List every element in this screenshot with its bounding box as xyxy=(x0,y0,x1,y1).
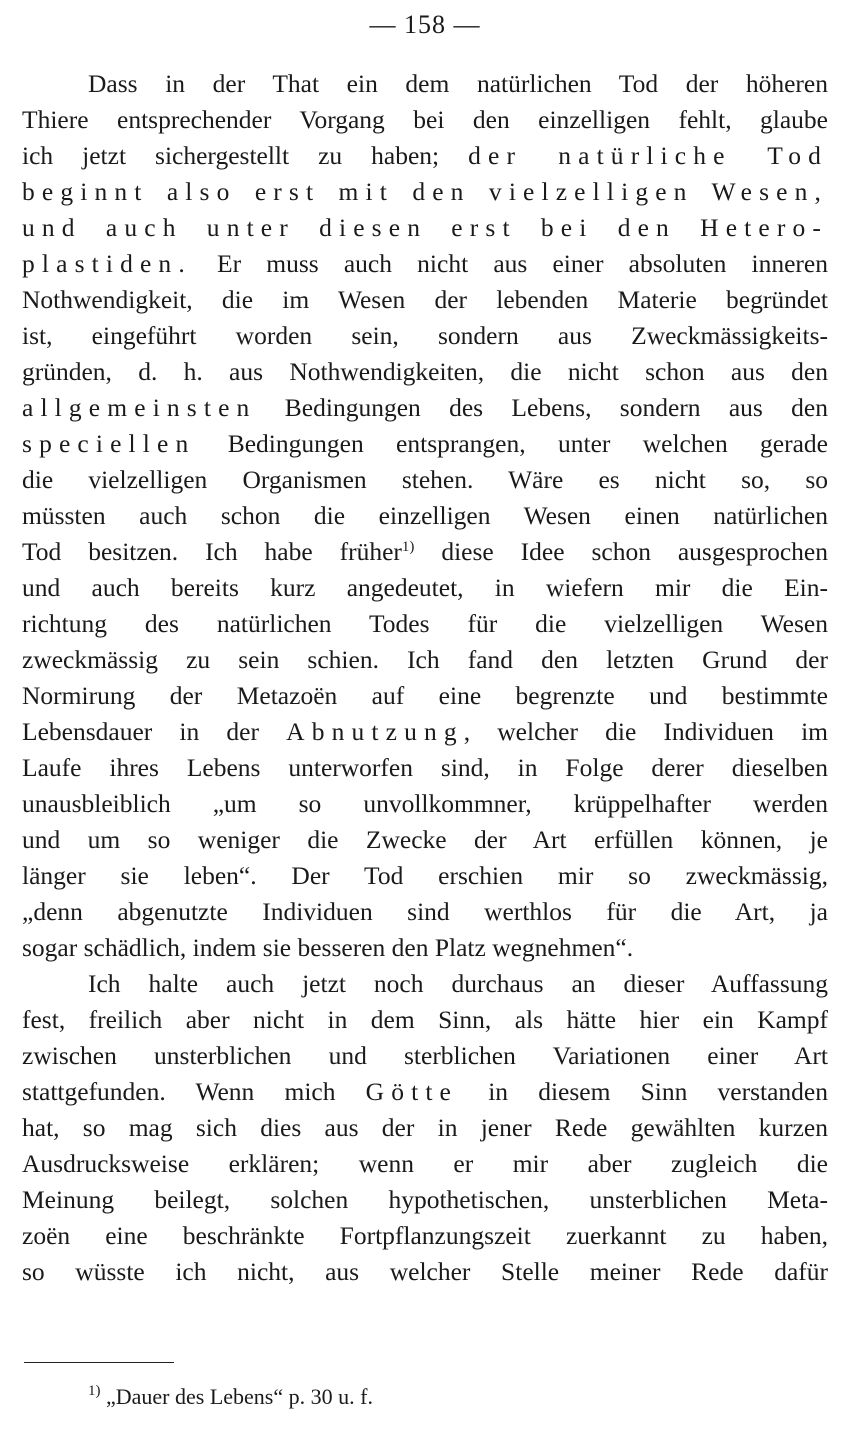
text-line xyxy=(22,1218,828,1254)
line-text: Meinung beilegt, solchen hypothetischen, unsterblichen Meta- xyxy=(22,1185,828,1214)
text-line xyxy=(22,1182,828,1218)
text-line xyxy=(22,678,828,714)
line-text: und auch bereits kurz angedeutet, in wiefern mir die Ein- xyxy=(22,573,828,602)
page-number: — 158 — xyxy=(369,10,481,39)
text-line xyxy=(88,66,828,102)
text-line xyxy=(22,1146,828,1182)
line-text: so wüsste ich nicht, aus welcher Stelle meiner Rede dafür xyxy=(22,1257,828,1286)
text-line xyxy=(22,858,828,894)
line-text: , welcher die Individuen im xyxy=(463,717,828,746)
line-text: Normirung der Metazoën auf eine begrenzte und bestimmte xyxy=(22,681,828,710)
spaced-emphasis: allgemeinsten xyxy=(22,393,257,422)
spaced-emphasis: speciellen xyxy=(22,429,196,458)
spaced-emphasis: Götte xyxy=(365,1077,459,1106)
text-line xyxy=(22,1254,828,1290)
line-text: Laufe ihres Lebens unterworfen sind, in Folge derer dieselben xyxy=(22,753,828,782)
line-text: Ausdrucksweise erklären; wenn er mir aber zugleich die xyxy=(22,1149,828,1178)
line-text: Bedingungen entsprangen, unter welchen gerade xyxy=(195,429,828,458)
line-text: fest, freilich aber nicht in dem Sinn, als hätte hier ein Kampf xyxy=(22,1005,828,1034)
line-text: stattgefunden. Wenn mich xyxy=(22,1077,366,1106)
line-text: zwischen unsterblichen und sterblichen Variationen einer Art xyxy=(22,1041,828,1070)
spaced-emphasis: der natürliche Tod xyxy=(468,141,828,170)
text-line xyxy=(22,390,828,426)
text-line xyxy=(22,822,828,858)
spaced-emphasis: beginnt also erst mit den vielzelligen Wesen, xyxy=(22,177,828,206)
line-text: die vielzelligen Organismen stehen. Wäre es nicht so, so xyxy=(22,465,828,494)
line-text: ich jetzt sichergestellt zu haben; xyxy=(22,141,469,170)
line-text: zweckmässig zu sein schien. Ich fand den letzten Grund der xyxy=(22,645,828,674)
spaced-emphasis: und auch unter diesen erst bei den Hetero- xyxy=(22,213,828,242)
text-line xyxy=(22,1110,828,1146)
text-line xyxy=(22,534,828,570)
text-line xyxy=(22,354,828,390)
text-line xyxy=(22,570,828,606)
footnote-ref: 1) xyxy=(401,539,415,555)
footnote-marker: 1) xyxy=(88,1383,101,1399)
line-text: hat, so mag sich dies aus der in jener Rede gewählten kurzen xyxy=(22,1113,828,1142)
line-text: unausbleiblich „um so unvollkommner, krüppelhafter werden xyxy=(22,789,828,818)
line-text: richtung des natürlichen Todes für die vielzelligen Wesen xyxy=(22,609,828,638)
text-line xyxy=(22,498,828,534)
text-line xyxy=(22,138,828,174)
text-line xyxy=(22,246,828,282)
text-line xyxy=(88,966,828,1002)
line-text: und um so weniger die Zwecke der Art erfüllen können, je xyxy=(22,825,828,854)
text-line xyxy=(22,426,828,462)
text-line xyxy=(22,174,828,210)
spaced-emphasis: Abnutzung xyxy=(286,717,464,746)
line-text: müssten auch schon die einzelligen Wesen einen natürlichen xyxy=(22,501,828,530)
line-text: sogar schädlich, indem sie besseren den Platz wegnehmen“. xyxy=(22,933,634,962)
text-line xyxy=(22,642,828,678)
text-line xyxy=(22,1074,828,1110)
line-text: Bedingungen des Lebens, sondern aus den xyxy=(256,393,828,422)
text-line xyxy=(22,1038,828,1074)
line-text: länger sie leben“. Der Tod erschien mir so zweckmässig, xyxy=(22,861,828,890)
line-text: zoën eine beschränkte Fortpflanzungszeit zuerkannt zu haben, xyxy=(22,1221,828,1250)
spaced-emphasis: plastiden. xyxy=(22,249,192,278)
text-line xyxy=(22,210,828,246)
line-text: in diesem Sinn verstanden xyxy=(458,1077,828,1106)
footnote-rule xyxy=(24,1362,174,1363)
text-line xyxy=(22,462,828,498)
text-line xyxy=(22,786,828,822)
line-text: Ich halte auch jetzt noch durchaus an dieser Auffassung xyxy=(88,969,828,998)
line-text: Tod besitzen. Ich habe früher xyxy=(22,537,402,566)
line-text: „denn abgenutzte Individuen sind werthlos für die Art, ja xyxy=(22,897,828,926)
line-text: Dass in der That ein dem natürlichen Tod der höheren xyxy=(88,69,828,98)
footnote-text: „Dauer des Lebens“ p. 30 u. f. xyxy=(100,1384,373,1409)
text-line xyxy=(22,750,828,786)
line-text: gründen, d. h. aus Nothwendigkeiten, die nicht schon aus den xyxy=(22,357,828,386)
text-line xyxy=(22,318,828,354)
line-text: Nothwendigkeit, die im Wesen der lebenden Materie begründet xyxy=(22,285,828,314)
footnote xyxy=(88,1382,373,1412)
text-line xyxy=(22,714,828,750)
line-text: Thiere entsprechender Vorgang bei den einzelligen fehlt, glaube xyxy=(22,105,828,134)
line-text: Lebensdauer in der xyxy=(22,717,287,746)
text-line xyxy=(22,930,828,966)
text-line xyxy=(22,606,828,642)
text-line xyxy=(22,102,828,138)
text-line xyxy=(22,282,828,318)
line-text: diese Idee schon ausgesprochen xyxy=(414,537,828,566)
text-line xyxy=(22,894,828,930)
text-line xyxy=(22,1002,828,1038)
line-text: Er muss auch nicht aus einer absoluten inneren xyxy=(191,249,828,278)
line-text: ist, eingeführt worden sein, sondern aus Zweckmässigkeits- xyxy=(22,321,828,350)
